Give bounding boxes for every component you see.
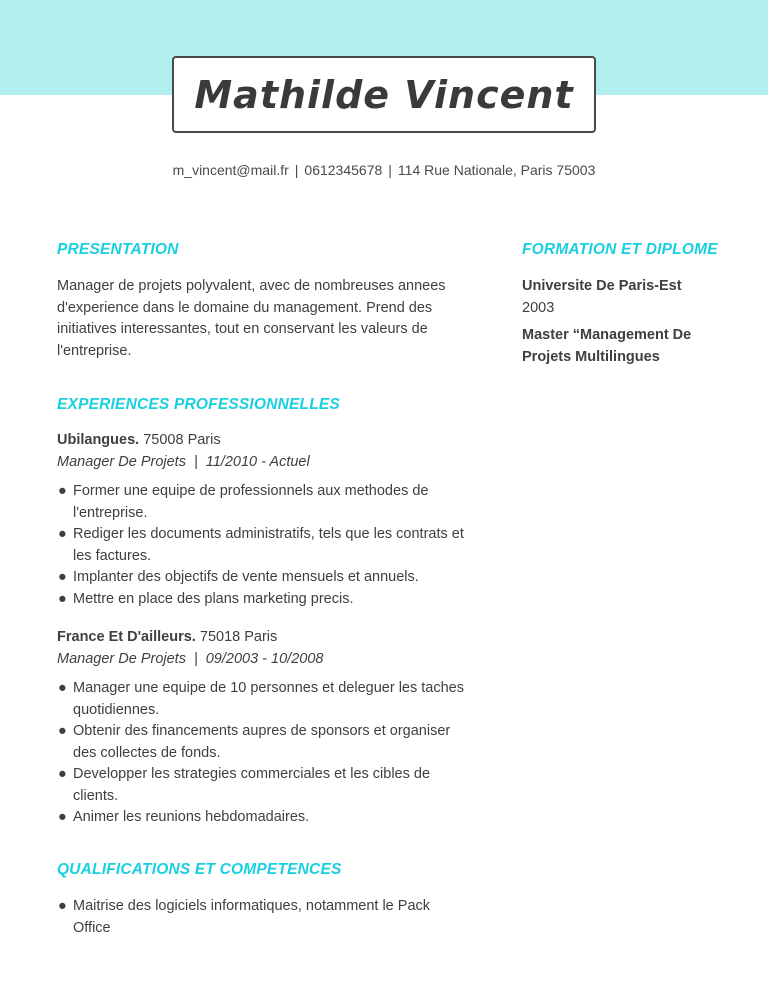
bullet-icon: ● xyxy=(58,898,67,914)
list-item: ● Implanter des objectifs de vente mensuels et annuels. xyxy=(57,567,477,589)
job-2-role: Manager De Projets xyxy=(57,650,186,667)
email: m_vincent@mail.fr xyxy=(172,162,289,178)
formation-title: FORMATION ET DIPLOME xyxy=(522,241,718,258)
job-separator: | xyxy=(193,453,198,470)
job-1-header xyxy=(57,430,477,473)
job-1-dates: 11/2010 - Actuel xyxy=(205,453,310,470)
contact-separator: | xyxy=(388,162,392,178)
job-2-dates: 09/2003 - 10/2008 xyxy=(205,650,324,667)
list-item: ● Manager une equipe de 10 personnes et deleguer les taches quotidiennes. xyxy=(58,680,464,718)
formation-year: 2003 xyxy=(522,299,555,316)
job-1-bullets xyxy=(57,481,477,610)
bullet-icon: ● xyxy=(58,590,67,607)
job-separator: | xyxy=(193,650,198,667)
formation-degree: Master “Management De Projets Multilingues xyxy=(522,327,692,365)
job-2-header xyxy=(57,627,477,670)
experiences-title: EXPERIENCES PROFESSIONNELLES xyxy=(57,396,340,413)
qualifications-title: QUALIFICATIONS ET COMPETENCES xyxy=(57,861,342,878)
job-1-location: 75008 Paris xyxy=(143,432,221,448)
formation-block xyxy=(522,276,752,368)
job-2-company: France Et D'ailleurs. xyxy=(57,629,196,645)
contact-separator: | xyxy=(294,162,299,178)
list-item: ● Mettre en place des plans marketing precis. xyxy=(57,589,477,611)
bullet-icon: ● xyxy=(58,766,67,782)
bullet-icon: ● xyxy=(58,680,67,696)
contact-line xyxy=(0,162,768,178)
bullet-icon: ● xyxy=(58,526,67,542)
presentation-text: Manager de projets polyvalent, avec de nombreuses annees d'experience dans le domaine du management. Prend des initiatives interessantes, tout en conservant les valeurs de l'entreprise. xyxy=(57,278,446,359)
job-1-company: Ubilangues. xyxy=(57,432,140,448)
list-item: ● Rediger les documents administratifs, tels que les contrats et les factures. xyxy=(58,526,464,564)
name-box xyxy=(172,56,596,133)
job-1-role: Manager De Projets xyxy=(57,453,186,470)
list-item: ● Maitrise des logiciels informatiques, notamment le Pack Office xyxy=(58,898,431,936)
phone: 0612345678 xyxy=(304,162,383,178)
list-item: ● Developper les strategies commerciales et les cibles de clients. xyxy=(58,766,431,804)
formation-school: Universite De Paris-Est xyxy=(522,278,682,294)
qualifications-bullets xyxy=(57,896,457,939)
address: 114 Rue Nationale, Paris 75003 xyxy=(397,162,596,178)
list-item: ● Animer les reunions hebdomadaires. xyxy=(57,807,477,829)
list-item: ● Former une equipe de professionnels aux methodes de l'entreprise. xyxy=(58,483,429,521)
bullet-icon: ● xyxy=(58,569,67,585)
list-item: ● Obtenir des financements aupres de sponsors et organiser des collectes de fonds. xyxy=(58,723,451,761)
candidate-name: Mathilde Vincent xyxy=(194,72,574,117)
bullet-icon: ● xyxy=(58,483,67,499)
job-2-location: 75018 Paris xyxy=(199,629,278,645)
bullet-icon: ● xyxy=(58,809,67,825)
presentation-title: PRESENTATION xyxy=(57,241,179,258)
bullet-icon: ● xyxy=(58,723,67,739)
job-2-bullets xyxy=(57,678,477,829)
